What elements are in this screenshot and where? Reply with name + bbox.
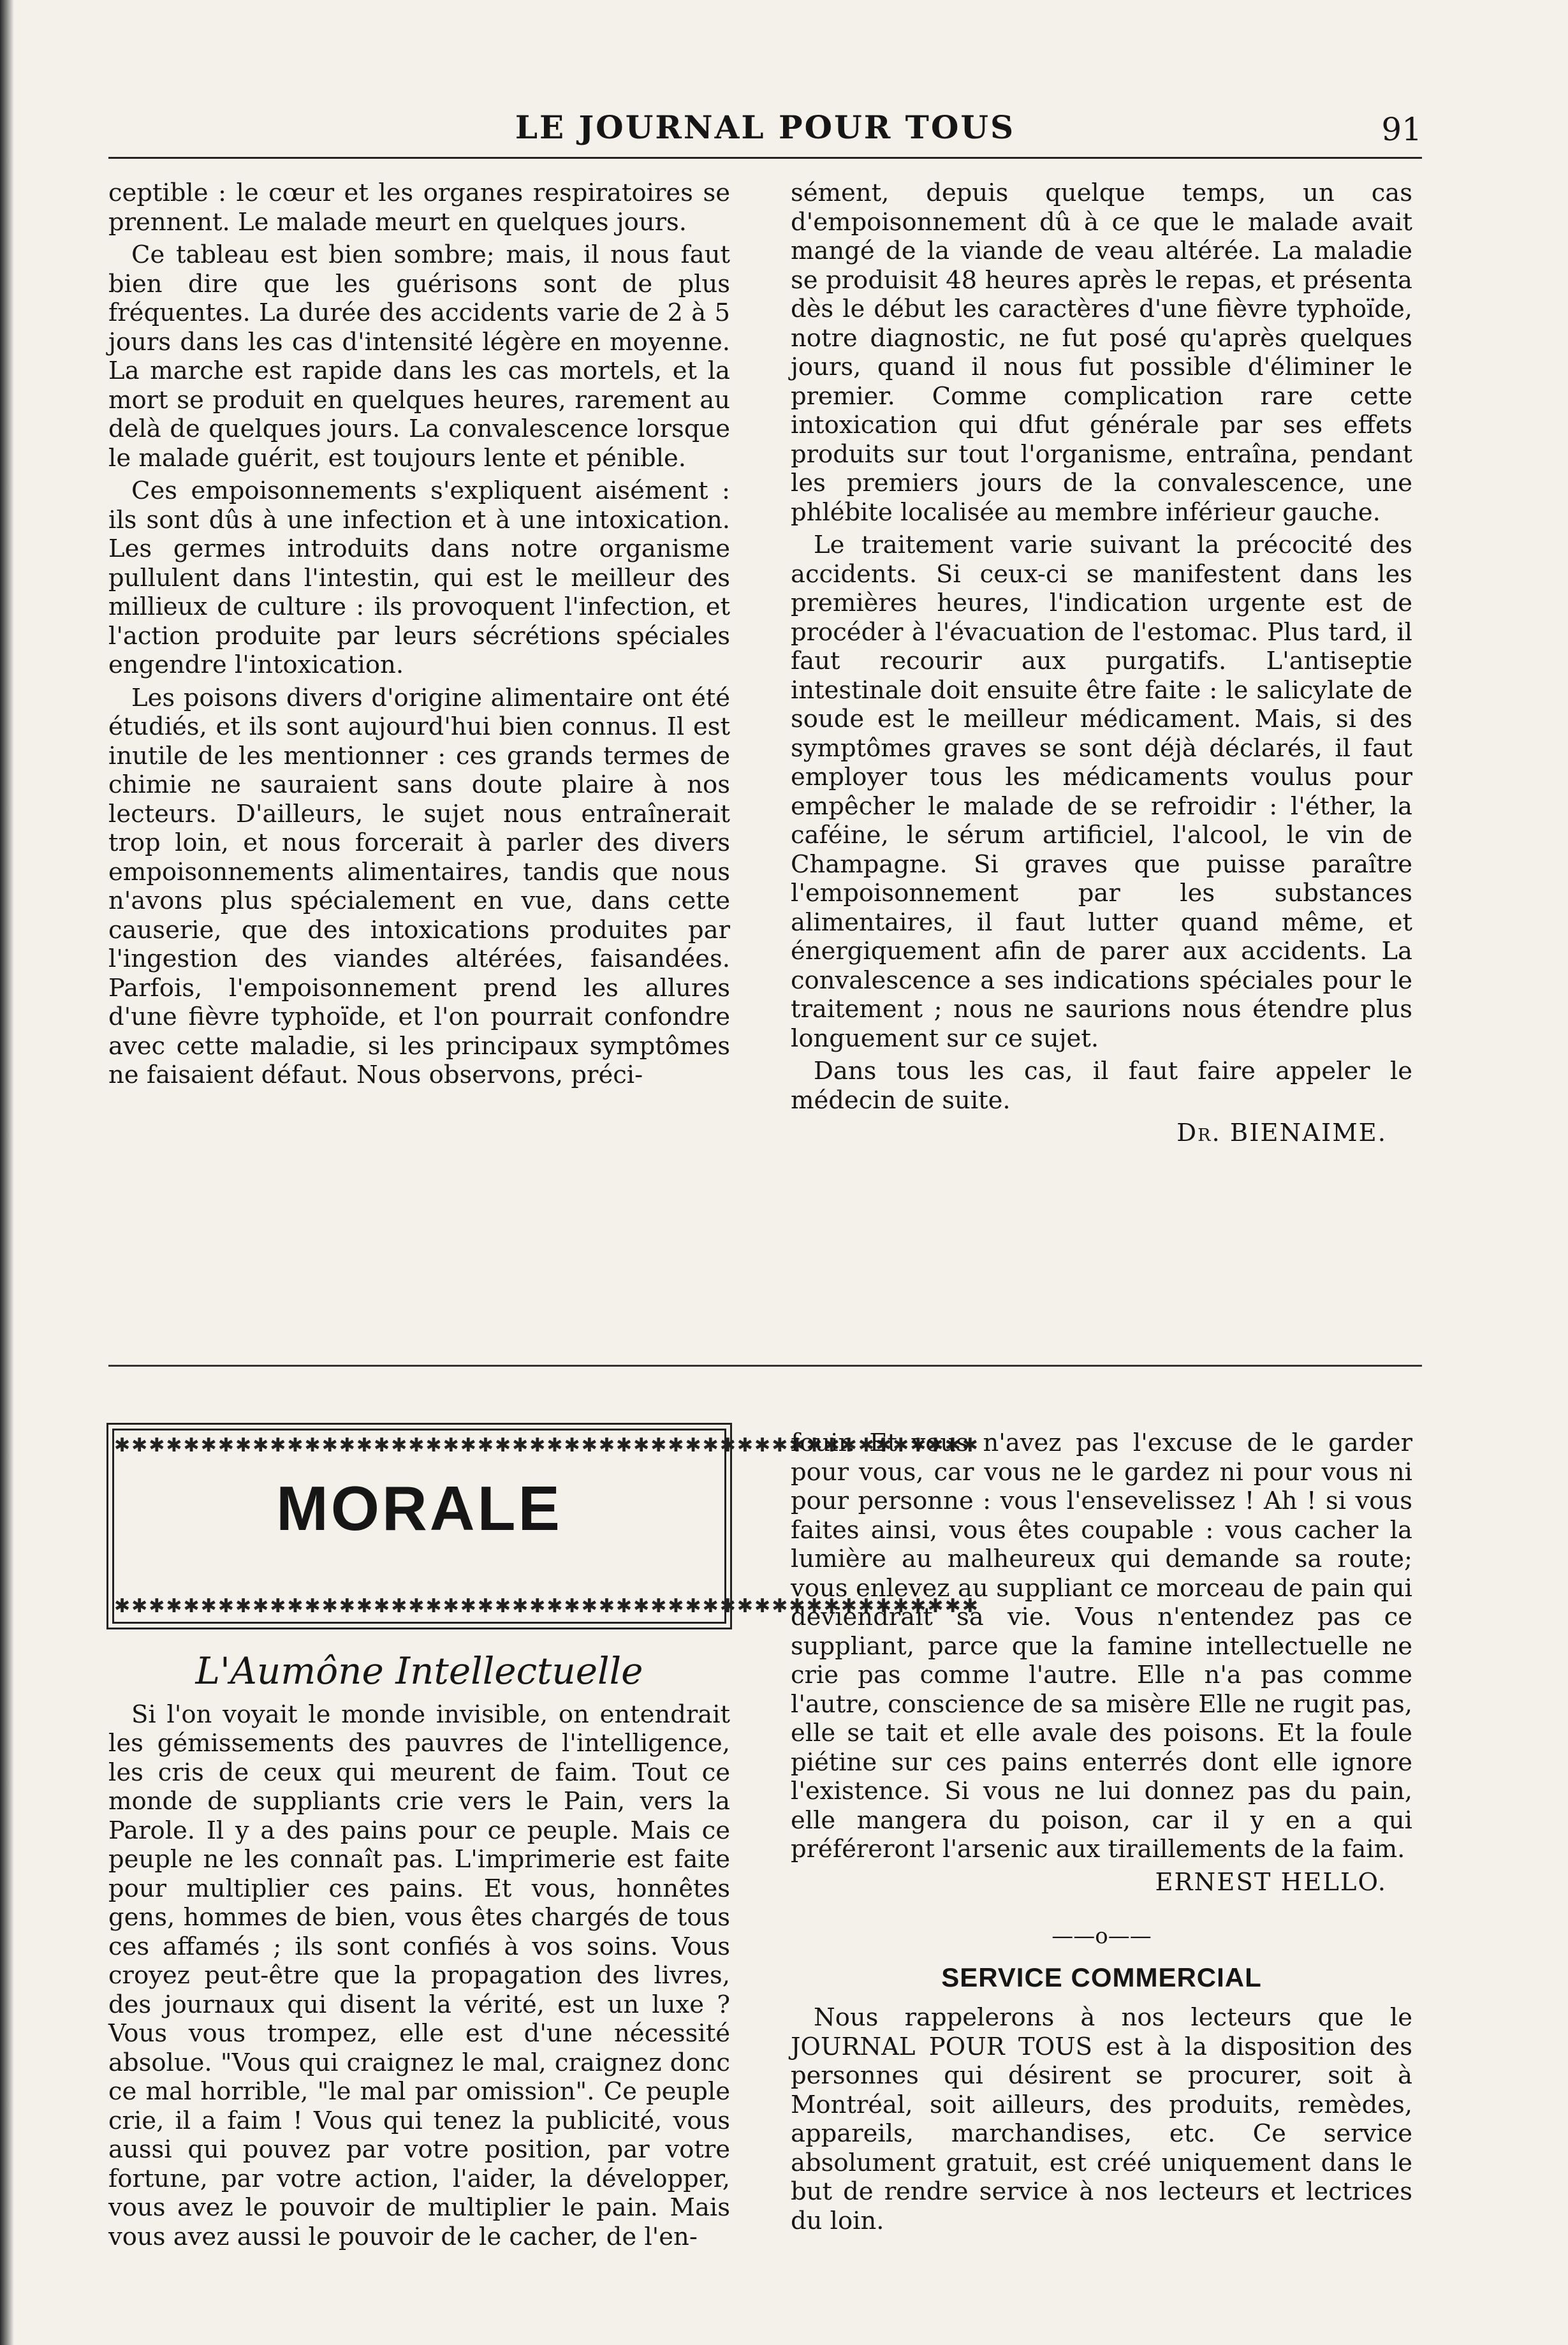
paragraph: fouir. Et vous n'avez pas l'excuse de le garder pour vous, car vous ne le gardez ni pour vous ni pour personne : vous l'ensevelissez ! Ah ! si vous faites ainsi, vous êtes coupable : vous cacher la lumière au malheureux qui demande sa route; vous enlevez au suppliant ce morceau de pain qui deviendrait sa vie. Vous n'entendez pas ce suppliant, parce que la famine intellectuelle ne crie pas comme l'autre. Elle n'a pas comme l'autre, conscience de sa misère Elle ne rugit pas, elle se tait et elle avale des poisons. Et la foule piétine sur ces pains enterrés dont elle ignore l'existence. Si vous ne lui donnez pas du pain, elle mangera du poison, car il y en a qui préféreront l'arsenic aux tiraillements de la faim. [791, 1429, 1412, 1864]
paragraph: Nous rappelerons à nos lecteurs que le JOURNAL POUR TOUS est à la disposition des personnes qui désirent se procurer, soit à Montréal, soit ailleurs, des produits, remèdes, appareils, marchandises, etc. Ce service absolument gratuit, est créé uniquement dans le but de rendre service à nos lecteurs et lectrices du loin. [791, 2003, 1412, 2235]
paragraph: Ce tableau est bien sombre; mais, il nous faut bien dire que les guérisons sont de plus fréquentes. La durée des accidents varie de 2 à 5 jours dans les cas d'intensité légère en moyenne. La marche est rapide dans les cas mortels, et la mort se produit en quelques heures, rarement au delà de quelques jours. La convalescence lorsque le malade guérit, est toujours lente et pénible. [108, 240, 730, 473]
paragraph: Dans tous les cas, il faut faire appeler le médecin de suite. [791, 1057, 1412, 1115]
paragraph: Ces empoisonnements s'expliquent aisément : ils sont dûs à une infection et à une intoxication. Les germes introduits dans notre organisme pullulent dans l'intestin, qui est le meilleur des millieux de culture : ils provoquent l'infection, et l'action produite par leurs sécrétions spéciales engendre l'intoxication. [108, 476, 730, 679]
page-edge-shadow [0, 0, 14, 2345]
paragraph: Les poisons divers d'origine alimentaire ont été étudiés, et ils sont aujourd'hui bien connus. Il est inutile de les mentionner : ces grands termes de chimie ne sauraient sans doute plaire à nos lecteurs. D'ailleurs, le sujet nous entraînerait trop loin, et nous forcerait à parler des divers empoisonnements alimentaires, tandis que nous n'avons plus spécialement en vue, dans cette causerie, que des intoxications produites par l'ingestion des viandes altérées, faisandées. Parfois, l'empoisonnement prend les allures d'une fièvre typhoïde, et l'on pourrait confondre avec cette maladie, si les principaux symptômes ne faisaient défaut. Nous observons, préci- [108, 683, 730, 1089]
paragraph: ceptible : le cœur et les organes respiratoires se prennent. Le malade meurt en quelques jours. [108, 179, 730, 237]
paragraph: Si l'on voyait le monde invisible, on entendrait les gémissements des pauvres de l'intelligence, les cris de ceux qui meurent de faim. Tout ce monde de suppliants crie vers le Pain, vers la Parole. Il y a des pains pour ce peuple. Mais ce peuple ne les connaît pas. L'imprimerie est faite pour multiplier ces pains. Et vous, honnêtes gens, hommes de bien, vous êtes chargés de tous ces affamés ; ils sont confiés à vos soins. Vous croyez peut-être que la propagation des livres, des journaux qui disent la vérité, est un luxe ? Vous vous trompez, elle est d'une nécessité absolue. "Vous qui craignez le mal, craignez donc ce mal horrible, "le mal par omission". Ce peuple crie, il a faim ! Vous qui tenez la publicité, vous aussi qui pouvez par votre position, par votre fortune, par votre action, l'aider, la développer, vous avez le pouvoir de multiplier le pain. Mais vous avez aussi le pouvoir de le cacher, de l'en- [108, 1700, 730, 2251]
author-signature: ERNEST HELLO. [1155, 1867, 1387, 1897]
section-heading-service: SERVICE COMMERCIAL [941, 1962, 1262, 1992]
author-signature: Dr. BIENAIME. [1176, 1119, 1387, 1147]
paragraph: Le traitement varie suivant la précocité des accidents. Si ceux-ci se manifestent dans les premières heures, l'indication urgente est de procéder à l'évacuation de l'estomac. Plus tard, il faut recourir aux purgatifs. L'antiseptie intestinale doit ensuite être faite : le salicylate de soude est le meilleur médicament. Mais, si des symptômes graves se sont déjà déclarés, il faut employer tous les médicaments voulus pour empêcher le malade de se refroidir : l'éther, la caféine, le sérum artificiel, l'alcool, le vin de Champagne. Si graves que puisse paraître l'empoisonnement par les substances alimentaires, il faut lutter quand même, et énergiquement afin de parer aux accidents. La convalescence a ses indications spéciales pour le traitement ; nous ne saurions nous étendre plus longuement sur ce sujet. [791, 531, 1412, 1053]
article-title: L'Aumône Intellectuelle [195, 1649, 643, 1693]
section-divider [108, 1365, 1422, 1367]
decorative-border-top: ✱✱✱✱✱✱✱✱✱✱✱✱✱✱✱✱✱✱✱✱✱✱✱✱✱✱✱✱✱✱✱✱✱✱✱✱✱✱✱✱✱✱✱✱✱✱✱✱✱✱ [114, 1434, 979, 1457]
decorative-border-bottom: ✱✱✱✱✱✱✱✱✱✱✱✱✱✱✱✱✱✱✱✱✱✱✱✱✱✱✱✱✱✱✱✱✱✱✱✱✱✱✱✱✱✱✱✱✱✱✱✱✱✱ [114, 1595, 979, 1617]
section-heading-morale: MORALE [276, 1473, 562, 1543]
morale-column-right [791, 1429, 1412, 2302]
newspaper-page [108, 96, 1422, 2302]
running-title: LE JOURNAL POUR TOUS [515, 108, 1016, 146]
article-column-top-right [791, 179, 1412, 1378]
page-number: 91 [1381, 111, 1422, 148]
morale-column-left [108, 1429, 979, 2302]
morale-heading-box [112, 1429, 979, 1624]
header-rule [108, 157, 1422, 159]
paragraph: sément, depuis quelque temps, un cas d'empoisonnement dû à ce que le malade avait mangé de la viande de veau altérée. La maladie se produisit 48 heures après le repas, et présenta dès le début les caractères d'une fièvre typhoïde, notre diagnostic, ne fut posé qu'après quelques jours, quand il nous fut possible d'éliminer le premier. Comme complication rare cette intoxication qui dfut générale par ses effets produits sur tout l'organisme, entraîna, pendant les premiers jours de la convalescence, une phlébite localisée au membre inférieur gauche. [791, 179, 1412, 527]
article-column-top-left [108, 179, 730, 1378]
page-header [108, 96, 1422, 159]
separator-ornament: ——o—— [1051, 1923, 1152, 1949]
